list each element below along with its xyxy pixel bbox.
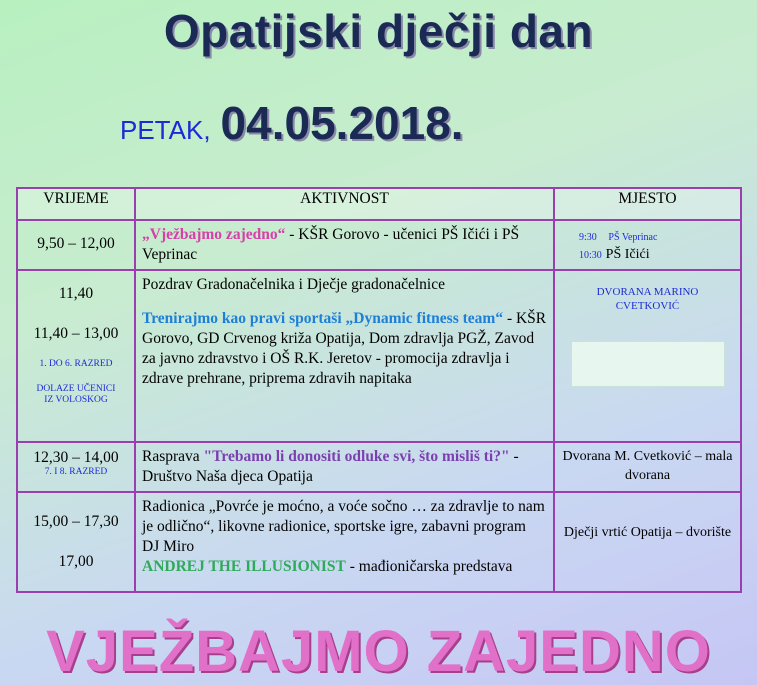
grade-note: DOLAZE UČENICI IZ VOLOSKOG	[36, 384, 116, 405]
time-value: 15,00 – 17,30	[33, 513, 119, 530]
place-name: Dvorana M. Cvetković – mala dvorana	[562, 449, 733, 483]
place-name: DVORANA MARINO CVETKOVIĆ	[596, 286, 699, 312]
day-label: PETAK,	[120, 115, 211, 145]
time-cell	[17, 220, 135, 270]
activity-text: - mađioničarska predstava	[345, 558, 513, 575]
time-value: 9,50 – 12,00	[37, 235, 115, 252]
place-name: Dječji vrtić Opatija – dvorište	[563, 525, 732, 540]
activity-text: - KŠR Gorovo, GD Crvenog križa Opatija, Dom zdravlja PGŽ, Zavod za javno zdravstvo i OŠ R.K. Jeretov - promocija zdravlja i zdrave prehrane, priprema zdravih napitaka	[142, 310, 547, 387]
time-cell	[17, 442, 135, 492]
event-date: 04.05.2018.	[220, 97, 464, 149]
grade-note: 7. I 8. RAZRED	[44, 467, 108, 477]
activity-cell	[135, 270, 554, 442]
date-line	[120, 96, 464, 156]
activity-cell	[135, 492, 554, 592]
table-row	[17, 492, 741, 592]
time-value: 12,30 – 14,00	[33, 449, 119, 466]
bottom-banner: VJEŽBAJMO ZAJEDNO	[46, 619, 711, 684]
time-value: 11,40	[58, 285, 94, 302]
place-time: 10:30	[579, 250, 602, 261]
activity-text: Rasprava	[142, 448, 204, 465]
place-cell	[554, 270, 741, 442]
column-header-place: MJESTO	[554, 188, 741, 220]
table-header-row	[17, 188, 741, 220]
activity-text: - Društvo Naša djeca Opatija	[142, 448, 519, 485]
place-cell	[554, 442, 741, 492]
table-row	[17, 220, 741, 270]
time-cell	[17, 492, 135, 592]
place-cell	[554, 492, 741, 592]
time-value: 11,40 – 13,00	[33, 325, 119, 342]
schedule-table	[16, 187, 742, 593]
activity-cell	[135, 442, 554, 492]
column-header-time: VRIJEME	[17, 188, 135, 220]
table-row	[17, 442, 741, 492]
activity-text: - KŠR Gorovo - učenici PŠ Ičići i PŠ Veprinac	[142, 226, 520, 263]
place-time: 9:30	[579, 232, 597, 243]
place-name: PŠ Ičići	[605, 247, 650, 262]
place-name: PŠ Veprinac	[608, 232, 658, 243]
activity-highlight: „Vježbajmo zajedno“	[142, 226, 286, 243]
activity-text: Pozdrav Gradonačelnika i Dječje gradonačelnice	[142, 276, 445, 293]
page-title: Opatijski dječji dan	[163, 5, 594, 57]
activity-cell	[135, 220, 554, 270]
activity-highlight: ANDREJ THE ILLUSIONIST	[142, 558, 346, 575]
column-header-activity: AKTIVNOST	[135, 188, 554, 220]
time-cell	[17, 270, 135, 442]
blank-box	[571, 341, 725, 387]
table-row	[17, 270, 741, 442]
activity-highlight: "Trebamo li donositi odluke svi, što misliš ti?"	[203, 448, 510, 465]
time-value: 17,00	[58, 553, 94, 570]
activity-highlight: Trenirajmo kao pravi sportaši „Dynamic fitness team“	[142, 310, 504, 327]
grade-note: 1. DO 6. RAZRED	[39, 359, 113, 369]
activity-text: Radionica „Povrće je moćno, a voće sočno … za zdravlje to nam je odlično“, likovne radionice, sportske igre, zabavni program DJ Miro	[142, 498, 545, 555]
place-cell	[554, 220, 741, 270]
